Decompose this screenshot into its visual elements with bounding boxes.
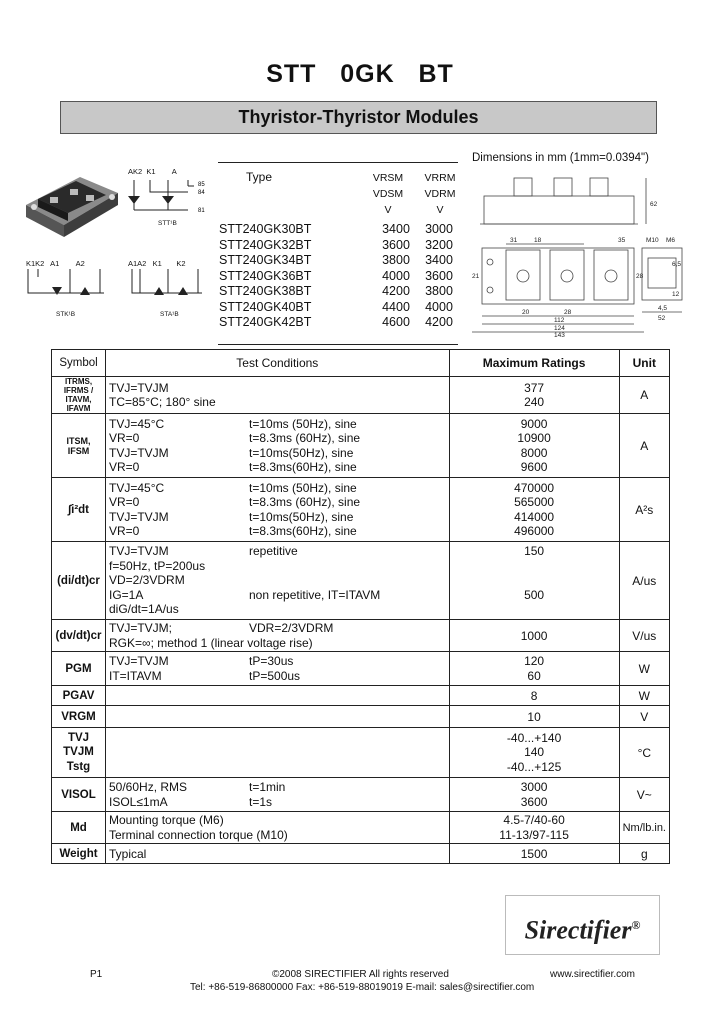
vrrm-value: 4000 xyxy=(425,299,453,314)
col-max-ratings: Maximum Ratings xyxy=(449,350,619,377)
mount-hole xyxy=(31,204,37,210)
condition-line: f=50Hz, tP=200us xyxy=(109,558,206,573)
unit-cell: W xyxy=(619,652,669,686)
condition-line: VDR=2/3VDRM xyxy=(249,621,334,635)
value-line: 120 xyxy=(524,654,545,668)
condition-cell xyxy=(106,706,450,728)
condition-line: VD=2/3VDRM xyxy=(109,573,185,588)
table-row xyxy=(52,812,670,844)
side-view-terminal xyxy=(590,178,608,196)
table-row xyxy=(52,778,670,812)
registered-mark: ® xyxy=(631,918,641,932)
value-line: -40...+140 xyxy=(506,730,562,745)
condition-line: ISOL≤1mA xyxy=(109,794,168,809)
condition-line: Mounting torque (M6) xyxy=(109,813,224,827)
contact-line: Tel: +86-519-86800000 Fax: +86-519-88019019 E-mail: sales@sirectifier.com xyxy=(190,982,535,993)
col-symbol: Symbol xyxy=(52,350,106,377)
value-cell xyxy=(449,812,619,844)
dim-label: 18 xyxy=(534,237,542,244)
dim-label: 143 xyxy=(554,332,565,338)
type-row xyxy=(219,269,459,285)
symbol-cell: VISOL xyxy=(52,778,106,812)
vrsm-value: 3400 xyxy=(382,222,410,236)
value-line: 60 xyxy=(527,668,541,683)
vdrm-label: VDRM xyxy=(424,188,456,200)
condition-cell xyxy=(106,728,450,778)
symbol-cell: ∫i²dt xyxy=(52,478,106,542)
symbol-cell: (dv/dt)cr xyxy=(52,620,106,652)
type-table-top-rule xyxy=(218,162,458,163)
dimension-drawing xyxy=(470,166,690,338)
condition-line: repetitive xyxy=(249,544,298,559)
table-row xyxy=(52,377,670,414)
unit-cell: W xyxy=(619,686,669,706)
unit-v-label: V xyxy=(436,204,444,216)
vrrm-value: 3200 xyxy=(425,237,453,252)
value-line: 500 xyxy=(524,587,545,602)
unit-cell: °C xyxy=(619,728,669,778)
value-cell xyxy=(449,414,619,478)
module-photo xyxy=(20,165,120,245)
dim-label: 31 xyxy=(510,237,518,244)
value-line: 414000 xyxy=(514,509,555,524)
condition-cell xyxy=(106,377,450,414)
vrsm-value: 4000 xyxy=(382,268,410,283)
condition-line: 50/60Hz, RMS xyxy=(109,780,188,794)
circuit-sta-diagram xyxy=(128,267,210,307)
unit-v-label: V xyxy=(384,204,392,216)
condition-line: TC=85°C; 180° sine xyxy=(109,395,216,409)
vrsm-value: 3800 xyxy=(382,253,410,267)
circuit-sta-terminals: A1A2 K1 K2 xyxy=(128,259,186,268)
dim-label: 21 xyxy=(472,273,480,280)
vrsm-value: 4200 xyxy=(382,284,410,298)
vrrm-label: VRRM xyxy=(424,172,456,184)
vrsm-value: 4600 xyxy=(382,315,410,329)
unit-cell: V/us xyxy=(619,620,669,652)
terminal-hole xyxy=(561,270,573,282)
value-cell xyxy=(449,377,619,414)
dim-label: 12 xyxy=(672,291,680,298)
condition-line: t=8.3ms (60Hz), sine xyxy=(249,495,361,509)
type-row xyxy=(219,315,459,331)
value-line: 3000 xyxy=(520,780,548,794)
condition-cell xyxy=(106,414,450,478)
circuit-stt-name: STT¹B xyxy=(158,220,177,227)
table-row xyxy=(52,686,670,706)
condition-line: TVJ=45°C xyxy=(109,480,165,495)
condition-cell xyxy=(106,478,450,542)
condition-line: TVJ=TVJM xyxy=(109,509,169,524)
condition-cell xyxy=(106,620,450,652)
type-row xyxy=(219,300,459,316)
vrrm-value: 3600 xyxy=(425,268,453,283)
symbol-cell: Md xyxy=(52,812,106,844)
condition-line: t=1min xyxy=(249,780,286,794)
condition-line: t=8.3ms(60Hz), sine xyxy=(249,460,357,474)
pin-label: 85 xyxy=(198,182,205,188)
symbol-line: TVJ xyxy=(67,731,90,744)
dim-label: 20 xyxy=(522,309,530,316)
condition-cell xyxy=(106,686,450,706)
dim-label: 4,5 xyxy=(658,305,668,312)
value-line: -40...+125 xyxy=(506,759,562,774)
side-view-terminal xyxy=(554,178,572,196)
mount-hole xyxy=(487,287,493,293)
type-rows xyxy=(219,222,459,331)
value-line: 11-13/97-115 xyxy=(499,827,569,842)
vdsm-label: VDSM xyxy=(372,188,404,200)
top-view-body xyxy=(482,248,634,304)
condition-line: VR=0 xyxy=(109,431,140,445)
pin-label: 81 xyxy=(198,208,205,214)
value-cell xyxy=(449,778,619,812)
condition-line: tP=500us xyxy=(249,668,301,683)
terminal-screw xyxy=(86,195,94,201)
page-subtitle: Thyristor-Thyristor Modules xyxy=(60,101,657,134)
vrrm-value: 3400 xyxy=(425,253,453,267)
condition-line: diG/dt=1A/us xyxy=(109,602,179,617)
dim-label: 52 xyxy=(658,315,666,322)
circuit-stk-terminals: K1K2 A1 A2 xyxy=(26,259,85,268)
dimensions-caption: Dimensions in mm (1mm=0.0394") xyxy=(472,152,649,164)
value-cell xyxy=(449,652,619,686)
symbol-line: Tstg xyxy=(66,760,91,773)
value-line: 9600 xyxy=(520,460,548,474)
symbol-cell: ITRMS, IFRMS / ITAVM, IFAVM xyxy=(52,377,106,414)
condition-line: t=8.3ms (60Hz), sine xyxy=(249,431,361,445)
value-line: 140 xyxy=(524,745,545,760)
unit-cell: A²s xyxy=(619,478,669,542)
value-line: 240 xyxy=(524,395,545,409)
table-row xyxy=(52,414,670,478)
condition-cell xyxy=(106,652,450,686)
mount-hole xyxy=(109,194,115,200)
condition-line: t=10ms(50Hz), sine xyxy=(249,509,354,524)
copyright: ©2008 SIRECTIFIER All rights reserved xyxy=(272,969,449,980)
vrrm-value: 4200 xyxy=(425,315,453,329)
condition-line: VR=0 xyxy=(109,460,140,474)
table-row xyxy=(52,478,670,542)
condition-cell: Typical xyxy=(106,844,450,864)
top-view-terminal-block xyxy=(594,250,628,300)
value-line: 10900 xyxy=(517,431,551,445)
symbol-cell xyxy=(52,728,106,778)
type-name: STT240GK34BT xyxy=(219,253,312,267)
col-test-conditions: Test Conditions xyxy=(106,350,450,377)
condition-line: RGK=∞; method 1 (linear voltage rise) xyxy=(109,635,313,650)
side-view-terminal xyxy=(514,178,532,196)
value-line: 4.5-7/40-60 xyxy=(503,813,565,827)
type-row xyxy=(219,284,459,300)
circuit-stk-diagram xyxy=(24,267,114,307)
symbol-cell: PGAV xyxy=(52,686,106,706)
website-link[interactable]: www.sirectifier.com xyxy=(550,969,636,980)
condition-line: IG=1A xyxy=(109,587,144,602)
symbol-cell: ITSM, IFSM xyxy=(52,414,106,478)
dim-label: 124 xyxy=(554,325,565,332)
vrsm-value: 3600 xyxy=(382,237,410,252)
type-name: STT240GK32BT xyxy=(219,237,312,252)
symbol-cell: VRGM xyxy=(52,706,106,728)
dim-label: 62 xyxy=(650,201,658,208)
condition-line: t=10ms (50Hz), sine xyxy=(249,480,357,495)
condition-line: VR=0 xyxy=(109,495,140,509)
value-cell: 8 xyxy=(449,686,619,706)
dim-label: 28 xyxy=(636,273,644,280)
value-cell: 10 xyxy=(449,706,619,728)
condition-cell xyxy=(106,778,450,812)
condition-line: TVJ=TVJM xyxy=(109,445,169,460)
unit-cell: V xyxy=(619,706,669,728)
value-cell xyxy=(449,478,619,542)
condition-line: TVJ=TVJM; xyxy=(109,621,173,635)
circuit-stt-terminals: AK2 K1 A xyxy=(128,167,177,176)
dim-label: 112 xyxy=(554,317,565,324)
unit-cell: A/us xyxy=(619,542,669,620)
brand-name: Sirectifier xyxy=(524,915,632,945)
terminal-hole xyxy=(605,270,617,282)
unit-cell: g xyxy=(619,844,669,864)
table-row xyxy=(52,652,670,686)
condition-line: t=10ms(50Hz), sine xyxy=(249,445,354,460)
terminal-hole xyxy=(517,270,529,282)
value-line: 3600 xyxy=(520,794,548,809)
type-name: STT240GK40BT xyxy=(219,299,312,314)
circuit-sta-name: STA¹B xyxy=(160,311,179,318)
condition-line: t=8.3ms(60Hz), sine xyxy=(249,524,357,538)
condition-line: t=1s xyxy=(249,794,273,809)
value-cell xyxy=(449,728,619,778)
value-line: 565000 xyxy=(514,495,555,509)
condition-line: TVJ=TVJM xyxy=(109,380,169,395)
vrsm-label: VRSM xyxy=(372,172,404,184)
terminal-screw xyxy=(70,189,78,195)
type-header: Type xyxy=(246,170,273,184)
condition-line: non repetitive, IT=ITAVM xyxy=(249,587,381,602)
symbol-line: TVJM xyxy=(63,746,94,759)
top-view-terminal-block xyxy=(506,250,540,300)
condition-line: TVJ=TVJM xyxy=(109,544,169,559)
value-line: 377 xyxy=(524,380,545,395)
condition-line: TVJ=TVJM xyxy=(109,654,169,668)
condition-cell xyxy=(106,812,450,844)
col-unit: Unit xyxy=(619,350,669,377)
table-row xyxy=(52,620,670,652)
condition-line: Terminal connection torque (M10) xyxy=(109,827,288,842)
value-cell: 1000 xyxy=(449,620,619,652)
symbol-cell: PGM xyxy=(52,652,106,686)
vrrm-header xyxy=(423,170,457,218)
vrsm-header xyxy=(372,170,404,218)
unit-cell: V~ xyxy=(619,778,669,812)
circuit-stt-diagram xyxy=(128,176,210,218)
value-cell xyxy=(449,542,619,620)
table-row xyxy=(52,844,670,864)
value-cell: 1500 xyxy=(449,844,619,864)
condition-line: tP=30us xyxy=(249,654,294,668)
condition-line: t=10ms (50Hz), sine xyxy=(249,416,357,431)
side-view-body xyxy=(484,196,634,224)
condition-line: VR=0 xyxy=(109,524,140,538)
terminal-screw xyxy=(50,197,58,203)
value-line: 150 xyxy=(524,544,545,559)
symbol-cell: Weight xyxy=(52,844,106,864)
unit-cell: A xyxy=(619,414,669,478)
pin-label: 84 xyxy=(198,190,205,196)
page-number: P1 xyxy=(90,969,103,980)
value-line: 470000 xyxy=(514,480,555,495)
type-row xyxy=(219,222,459,238)
value-line: 8000 xyxy=(520,445,548,460)
type-name: STT240GK42BT xyxy=(219,315,312,329)
table-row xyxy=(52,728,670,778)
type-row xyxy=(219,253,459,269)
type-table-bottom-rule xyxy=(218,344,458,345)
type-name: STT240GK30BT xyxy=(219,222,312,236)
condition-line: TVJ=45°C xyxy=(109,416,165,431)
top-view-terminal-block xyxy=(550,250,584,300)
brand-logo xyxy=(505,895,660,955)
dim-label: 35 xyxy=(618,237,626,244)
page-title: STT 0GK BT xyxy=(266,60,454,88)
table-header-row xyxy=(52,350,670,377)
value-line: 496000 xyxy=(514,524,555,538)
dim-label: 28 xyxy=(564,309,572,316)
condition-line: IT=ITAVM xyxy=(109,668,162,683)
vrsm-value: 4400 xyxy=(382,299,410,314)
type-name: STT240GK36BT xyxy=(219,268,312,283)
circuit-stk-name: STK¹B xyxy=(56,311,76,318)
unit-cell: A xyxy=(619,377,669,414)
symbol-cell: (di/dt)cr xyxy=(52,542,106,620)
type-name: STT240GK38BT xyxy=(219,284,312,298)
unit-cell: Nm/lb.in. xyxy=(619,812,669,844)
table-row xyxy=(52,706,670,728)
dim-label: M6 xyxy=(666,237,676,244)
condition-cell xyxy=(106,542,450,620)
vrrm-value: 3000 xyxy=(425,222,453,236)
dim-label: 6,5 xyxy=(672,261,682,268)
value-line: 9000 xyxy=(520,416,548,431)
mount-hole xyxy=(487,259,493,265)
dim-label: M10 xyxy=(646,237,659,244)
ratings-table xyxy=(51,349,670,864)
type-row xyxy=(219,238,459,254)
table-row xyxy=(52,542,670,620)
vrrm-value: 3800 xyxy=(425,284,453,298)
